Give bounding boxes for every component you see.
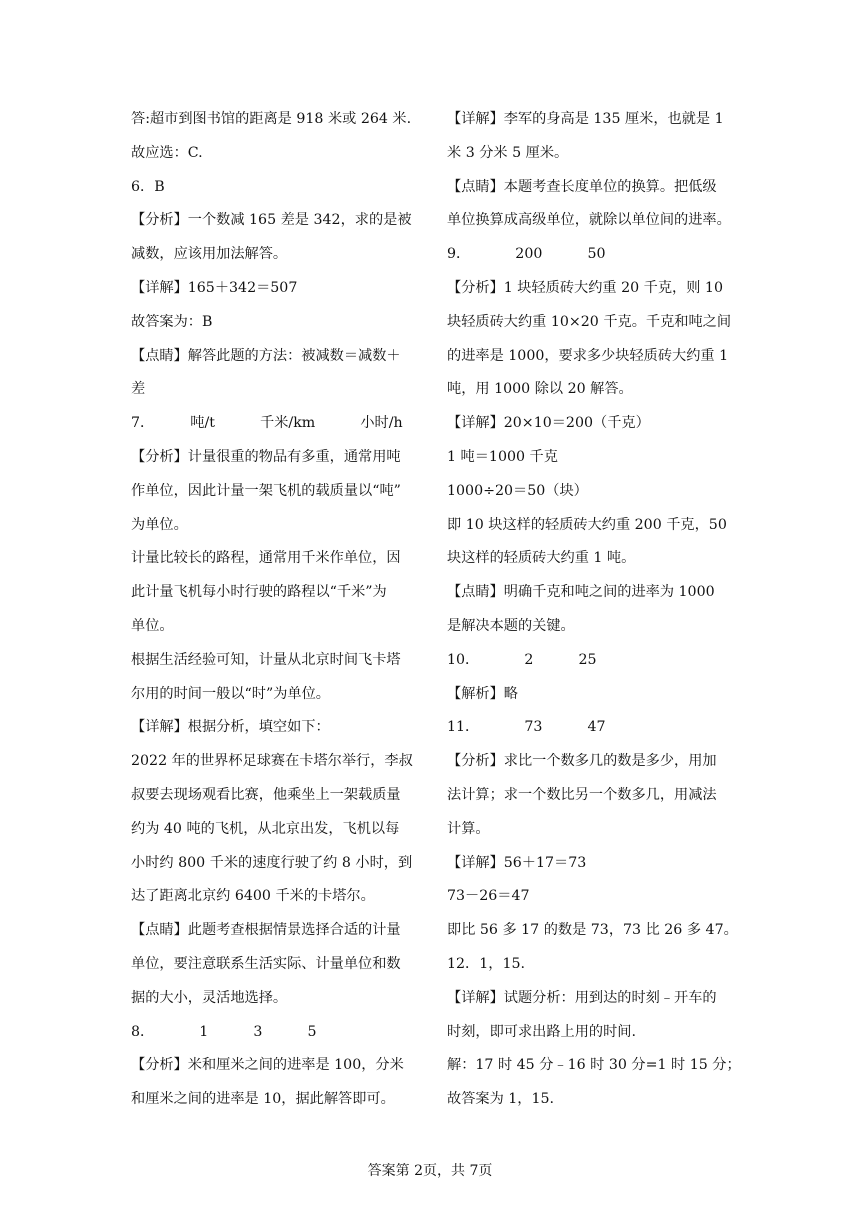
text-line: 12．1，15. — [447, 955, 526, 972]
text-line: 答:超市到图书馆的距离是 918 米或 264 米. — [131, 111, 412, 127]
text-line: 单位。 — [131, 617, 174, 634]
text-line: 【详解】165＋342＝507 — [131, 279, 298, 296]
text-line: 【详解】试题分析：用到达的时刻﹣开车的 — [447, 989, 717, 1006]
text-line: 故应选：C. — [131, 144, 203, 161]
text-line: 约为 40 吨的飞机，从北京出发，飞机以每 — [131, 820, 400, 837]
text-line: 小时约 800 千米的速度行驶了约 8 小时，到 — [131, 854, 413, 871]
text-line: 单位，要注意联系生活实际、计量单位和数 — [131, 955, 401, 972]
text-line: 73－26＝47 — [447, 888, 530, 905]
text-line: 6．B — [131, 178, 165, 195]
text-line: 法计算；求一个数比另一个数多几，用减法 — [447, 786, 717, 803]
text-line: 据的大小，灵活地选择。 — [131, 989, 288, 1006]
text-line: 7． 吨/t 千米/km 小时/h — [131, 415, 403, 432]
text-line: 2022 年的世界杯足球赛在卡塔尔举行，李叔 — [131, 753, 413, 770]
text-line: 【分析】计量很重的物品有多重，通常用吨 — [131, 448, 401, 465]
text-line: 故答案为：B — [131, 313, 213, 330]
text-line: 9． 200 50 — [447, 246, 606, 263]
text-line: 块轻质砖大约重 10×20 千克。千克和吨之间 — [447, 313, 732, 330]
text-line: 即比 56 多 17 的数是 73，73 比 26 多 47。 — [447, 922, 738, 939]
text-line: 【详解】56＋17＝73 — [447, 854, 587, 871]
text-line: 作单位，因此计量一架飞机的载质量以“吨” — [131, 482, 401, 499]
text-line: 叔要去现场观看比赛，他乘坐上一架载质量 — [131, 786, 401, 803]
text-line: 【分析】一个数减 165 差是 342，求的是被 — [131, 212, 412, 229]
text-line: 【详解】20×10＝200（千克） — [447, 415, 650, 432]
text-line: 解：17 时 45 分﹣16 时 30 分=1 时 15 分； — [447, 1057, 741, 1074]
text-line: 即 10 块这样的轻质砖大约重 200 千克，50 — [447, 516, 727, 533]
text-line: 单位换算成高级单位，就除以单位间的进率。 — [447, 212, 731, 229]
text-line: 块这样的轻质砖大约重 1 吨。 — [447, 550, 636, 567]
text-line: 【分析】米和厘米之间的进率是 100，分米 — [131, 1057, 404, 1074]
text-line: 计算。 — [447, 820, 490, 837]
text-line: 减数，应该用加法解答。 — [131, 246, 288, 263]
left-column — [131, 103, 421, 1117]
text-line: 米 3 分米 5 厘米。 — [447, 144, 569, 161]
text-line: 计量比较长的路程，通常用千米作单位，因 — [131, 550, 401, 567]
text-line: 【分析】求比一个数多几的数是多少，用加 — [447, 753, 717, 770]
text-line: 的进率是 1000，要求多少块轻质砖大约重 1 — [447, 347, 729, 364]
text-line: 8． 1 3 5 — [131, 1023, 317, 1040]
text-line: 【解析】略 — [447, 685, 518, 702]
text-line: 【分析】1 块轻质砖大约重 20 千克，则 10 — [447, 279, 723, 296]
text-line: 故答案为 1，15. — [447, 1091, 555, 1108]
right-column — [447, 103, 747, 1117]
text-line: 【点睛】此题考查根据情景选择合适的计量 — [131, 922, 401, 939]
text-line: 根据生活经验可知，计量从北京时间飞卡塔 — [131, 651, 401, 668]
text-line: 差 — [131, 381, 146, 398]
text-line: 吨，用 1000 除以 20 解答。 — [447, 381, 633, 398]
text-line: 1000÷20＝50（块） — [447, 482, 588, 499]
text-line: 【点睛】解答此题的方法：被减数＝减数＋ — [131, 347, 401, 364]
page-footer: 答案第 2页，共 7页 — [367, 1163, 493, 1179]
text-line: 为单位。 — [131, 516, 188, 533]
text-line: 和厘米之间的进率是 10，据此解答即可。 — [131, 1091, 395, 1108]
text-line: 1 吨＝1000 千克 — [447, 448, 558, 465]
text-line: 【详解】李军的身高是 135 厘米，也就是 1 — [447, 111, 724, 127]
text-line: 11． 73 47 — [447, 719, 606, 736]
text-line: 尔用的时间一般以“时”为单位。 — [131, 685, 330, 702]
text-line: 时刻，即可求出路上用的时间. — [447, 1023, 636, 1040]
text-line: 【点睛】本题考查长度单位的换算。把低级 — [447, 178, 717, 195]
text-line: 【点睛】明确千克和吨之间的进率为 1000 — [447, 584, 715, 601]
text-line: 是解决本题的关键。 — [447, 617, 575, 634]
text-line: 达了距离北京约 6400 千米的卡塔尔。 — [131, 888, 375, 905]
text-line: 10． 2 25 — [447, 651, 597, 668]
text-line: 此计量飞机每小时行驶的路程以“千米”为 — [131, 584, 387, 601]
text-line: 【详解】根据分析，填空如下： — [131, 719, 330, 736]
